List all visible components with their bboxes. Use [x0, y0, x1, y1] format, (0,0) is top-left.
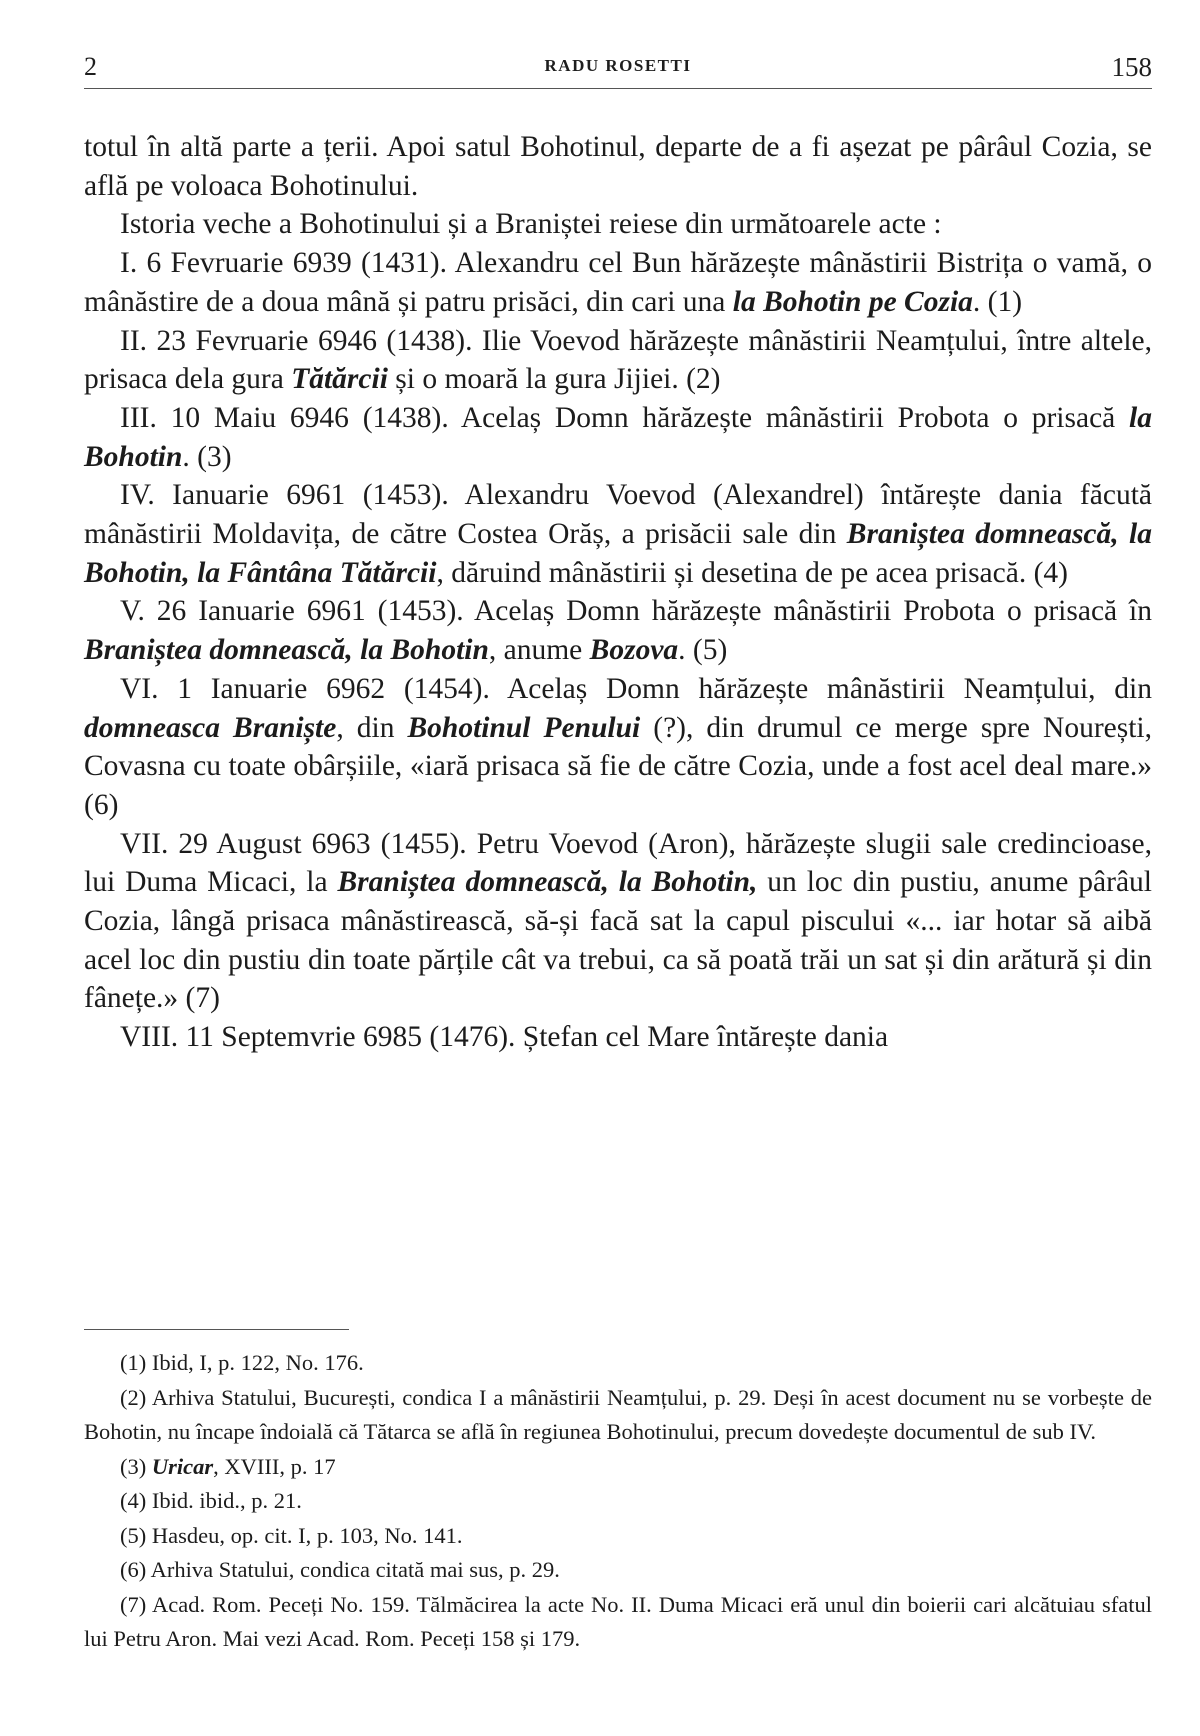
paragraph: Istoria veche a Bohotinului și a Braniștei reiese din următoarele acte : — [120, 208, 942, 241]
act-entry: VIII. 11 Septemvrie 6985 (1476). Ștefan cel Mare întărește dania — [120, 1021, 889, 1054]
act-entry: I. 6 Fevruarie 6939 (1431). Alexandru cel Bun hărăzește mânăstirii Bistrița o vamă, o mânăstire de a doua mână și patru prisăci, din cari una la Bohotin pe Cozia. (1) — [84, 247, 1152, 318]
footnote: (3) Uricar, XVIII, p. 17 — [120, 1453, 336, 1479]
footnotes — [84, 1346, 1152, 1657]
body-text — [84, 128, 1152, 1057]
act-entry: VII. 29 August 6963 (1455). Petru Voevod (Aron), hărăzește slugii sale credincioase, lui Duma Micaci, la Braniștea domnească, la Bohotin, un loc din pustiu, anume pârâul Cozia, lângă prisaca mânăstirească, să-și facă sat la capul piscului «... iar hotar să aibă acel loc din pustiu din toate părțile cât va trebui, ca să poată trăi un sat și din arătură și din fânețe.» (7) — [84, 827, 1152, 1015]
header-rule — [84, 88, 1152, 89]
author-name: RADU ROSETTI — [544, 56, 692, 75]
act-entry: IV. Ianuarie 6961 (1453). Alexandru Voevod (Alexandrel) întărește dania făcută mânăstirii Moldavița, de către Costea Orăș, a prisăcii sale din Braniștea domnească, la Bohotin, la Fântâna Tătărcii, dăruind mânăstirii și desetina de pe acea prisacă. (4) — [84, 479, 1153, 589]
footnote: (2) Arhiva Statului, București, condica I a mânăstirii Neamțului, p. 29. Deși în acest document nu se vorbește de Bohotin, nu încape îndoială că Tătarca se află în regiunea Bohotinului, precum dovedește documentul de sub IV. — [84, 1384, 1152, 1444]
act-entry: VI. 1 Ianuarie 6962 (1454). Acelaș Domn hărăzește mânăstirii Neamțului, din domneasca Braniște, din Bohotinul Penului (?), din drumul ce merge spre Nourești, Covasna cu toate obârșiile, «iară prisaca să fie de către Cozia, unde a fost acel deal mare.» (6) — [84, 672, 1152, 821]
footnote-separator — [84, 1329, 349, 1330]
footnote: (4) Ibid. ibid., p. 21. — [120, 1488, 302, 1513]
act-entry: III. 10 Maiu 6946 (1438). Acelaș Domn hărăzește mânăstirii Probota o prisacă la Bohotin. (3) — [84, 401, 1152, 473]
page-number: 158 — [1111, 52, 1152, 82]
footnote: (6) Arhiva Statului, condica citată mai sus, p. 29. — [120, 1557, 560, 1582]
footnote: (7) Acad. Rom. Peceți No. 159. Tălmăcirea la acte No. II. Duma Micaci eră unul din boierii cari alcătuiau sfatul lui Petru Aron. Mai vezi Acad. Rom. Peceți 158 și 179. — [84, 1591, 1152, 1651]
footnote: (5) Hasdeu, op. cit. I, p. 103, No. 141. — [120, 1522, 463, 1548]
running-header — [84, 50, 1152, 90]
act-entry: II. 23 Fevruarie 6946 (1438). Ilie Voevod hărăzește mânăstirii Neamțului, între altele, prisaca dela gura Tătărcii și o moară la gura Jijiei. (2) — [84, 324, 1152, 396]
volume-number: 2 — [84, 52, 97, 81]
footnote: (1) Ibid, I, p. 122, No. 176. — [120, 1350, 364, 1375]
paragraph: totul în altă parte a țerii. Apoi satul Bohotinul, departe de a fi așezat pe pârâul Cozia, se află pe voloaca Bohotinului. — [84, 131, 1152, 202]
act-entry: V. 26 Ianuarie 6961 (1453). Acelaș Domn hărăzește mânăstirii Probota o prisacă în Braniștea domnească, la Bohotin, anume Bozova. (5) — [84, 595, 1152, 667]
